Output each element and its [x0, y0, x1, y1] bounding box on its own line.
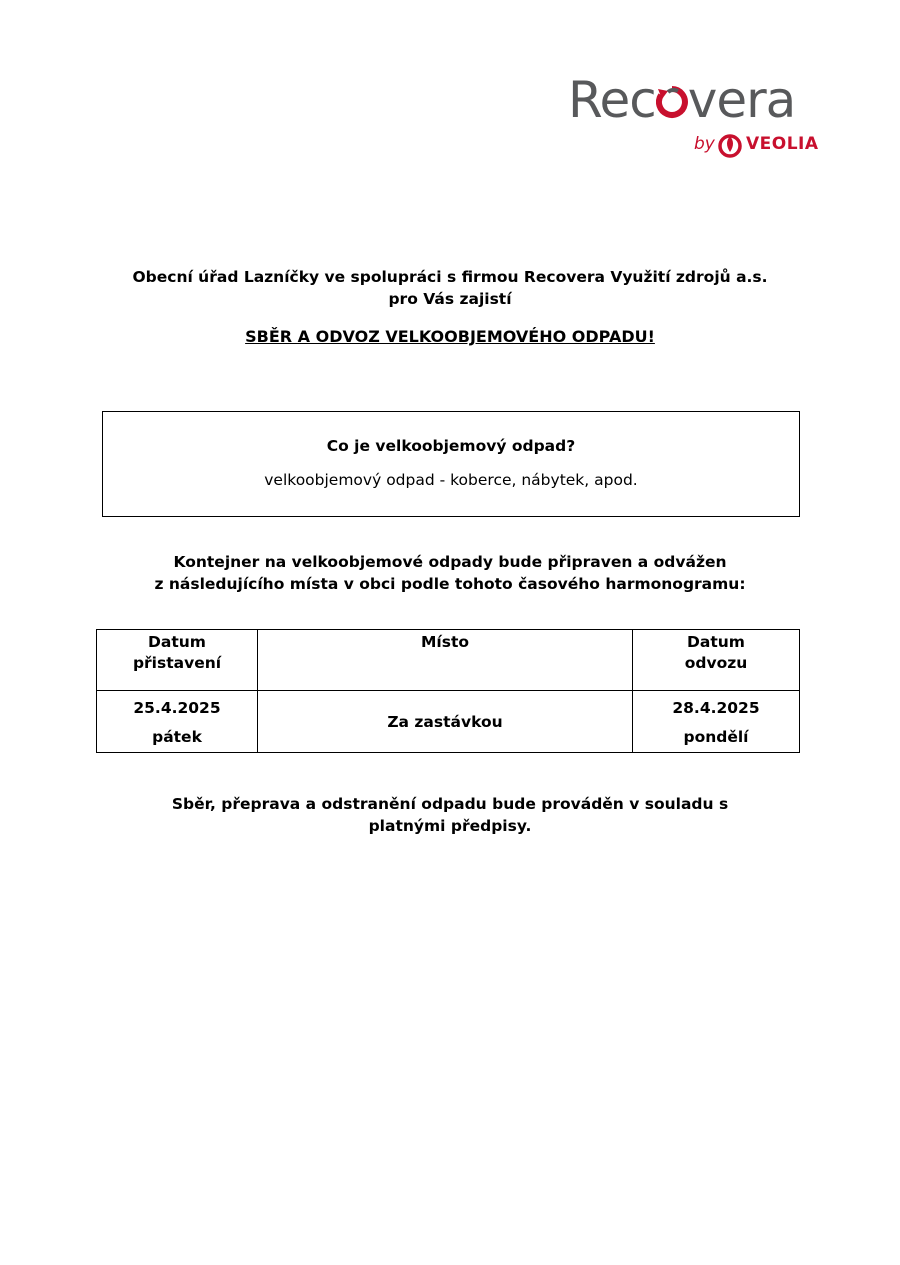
table-row — [97, 691, 800, 753]
recovera-logo — [568, 71, 834, 164]
logo-suffix: vera — [687, 71, 796, 129]
schedule-header-row — [97, 630, 800, 691]
header-delivery-line-1: Datum — [148, 633, 206, 651]
delivery-date: 25.4.2025 — [133, 699, 221, 717]
page-headline: SBĚR A ODVOZ VELKOOBJEMOVÉHO ODPADU! — [245, 327, 655, 346]
logo-prefix: Rec — [568, 71, 656, 129]
intro-line-1: Obecní úřad Lazníčky ve spolupráci s firmou Recovera Využití zdrojů a.s. — [132, 268, 768, 286]
pickup-date: 28.4.2025 — [672, 699, 760, 717]
header-delivery-line-2: přistavení — [132, 654, 222, 672]
intro-line-2: pro Vás zajistí — [388, 290, 512, 308]
closing-line-2: platnými předpisy. — [368, 817, 532, 835]
header-pickup-line-1: Datum — [687, 633, 745, 651]
info-question: Co je velkoobjemový odpad? — [326, 437, 576, 455]
place-value: Za zastávkou — [387, 712, 503, 731]
closing-line-1: Sběr, přeprava a odstranění odpadu bude prováděn v souladu s — [171, 795, 729, 813]
info-answer: velkoobjemový odpad - koberce, nábytek, apod. — [264, 471, 638, 489]
header-delivery-date — [97, 630, 258, 691]
pickup-day: pondělí — [683, 728, 749, 746]
header-place-label: Místo — [420, 633, 470, 651]
lead-line-2: z následujícího místa v obci podle tohoto časového harmonogramu: — [154, 575, 746, 593]
pickup-cell — [633, 691, 800, 753]
logo-wordmark — [568, 71, 796, 129]
lead-line-1: Kontejner na velkoobjemové odpady bude připraven a odvážen — [173, 553, 727, 571]
veolia-icon — [718, 132, 742, 158]
header-pickup-date — [633, 630, 800, 691]
recycle-o-icon — [656, 83, 688, 121]
schedule-table — [96, 629, 800, 753]
header-pickup-line-2: odvozu — [684, 654, 748, 672]
schedule-lead — [60, 551, 840, 595]
delivery-day: pátek — [152, 728, 202, 746]
intro-text — [60, 266, 840, 310]
info-box — [102, 411, 800, 517]
closing-text — [60, 793, 840, 837]
logo-by: by — [694, 134, 715, 154]
place-cell — [258, 691, 633, 753]
header-place — [258, 630, 633, 691]
logo-veolia: VEOLIA — [746, 134, 819, 154]
delivery-cell — [97, 691, 258, 753]
